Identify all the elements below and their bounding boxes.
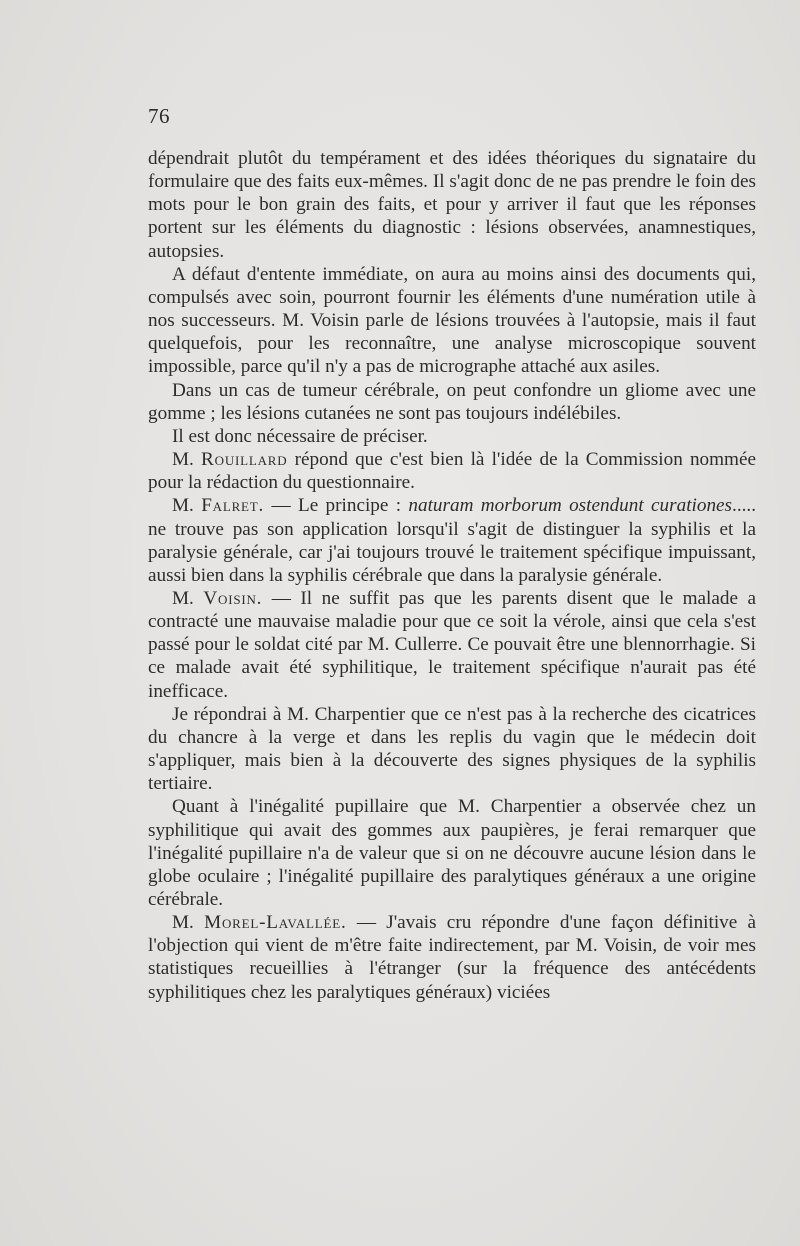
body-text bbox=[148, 147, 756, 1004]
paragraph bbox=[148, 263, 756, 379]
paragraph bbox=[148, 795, 756, 911]
speaker-name: Rouillard bbox=[201, 449, 288, 471]
paragraph-text: — Il ne suffit pas que les parents disent que le malade a contracté une mauvaise maladie pour que ce soit la vérole, ainsi que cela s'est passé pour le soldat cité par M. Cullerre. Ce pouvait être une blennorrhagie. Si ce malade avait été syphilitique, le traitement spécifique n'aurait pas été inefficace. bbox=[148, 587, 756, 702]
speaker-name: Morel-Lavallée. bbox=[204, 912, 347, 934]
page-number: 76 bbox=[148, 104, 170, 128]
speaker-prefix: M. bbox=[172, 495, 202, 517]
paragraph-speaker-morel-lavallee bbox=[148, 911, 756, 1004]
speaker-prefix: M. bbox=[172, 912, 205, 934]
paragraph-text: Il est donc nécessaire de préciser. bbox=[172, 425, 428, 447]
paragraph-text-before-quote: — Le principe : bbox=[264, 495, 409, 517]
paragraph-text: ..... ne trouve pas son application lorsqu'il s'agit de distinguer la syphilis et la paralysie générale, car j'ai toujours trouvé le traitement spécifique impuissant, aussi bien dans la syphilis cérébrale que dans la paralysie générale. bbox=[148, 495, 757, 586]
paragraph-speaker-voisin bbox=[148, 587, 756, 703]
paragraph bbox=[148, 379, 756, 425]
paragraph-speaker-rouillard bbox=[148, 448, 756, 494]
latin-quote: naturam morborum ostendunt curationes bbox=[408, 495, 733, 517]
paragraph-text: répond que c'est bien là l'idée de la Commission nommée pour la rédaction du questionnaire. bbox=[148, 449, 757, 494]
speaker-prefix: M. bbox=[172, 449, 202, 471]
paragraph-text: Quant à l'inégalité pupillaire que M. Charpentier a observée chez un syphilitique qui avait des gommes aux paupières, je ferai remarquer que l'inégalité pupillaire n'a de valeur que si on ne découvre aucune lésion dans le globe oculaire ; l'inégalité pupillaire des paralytiques généraux a une origine cérébrale. bbox=[148, 796, 756, 910]
paragraph bbox=[148, 147, 756, 263]
paragraph-text: Je répondrai à M. Charpentier que ce n'est pas à la recherche des cicatrices du chancre à la verge et dans les replis du vagin que le médecin doit s'appliquer, mais bien à la découverte des signes physiques de la syphilis tertiaire. bbox=[148, 703, 756, 795]
paragraph-text: A défaut d'entente immédiate, on aura au moins ainsi des documents qui, compulsés avec soin, pourront fournir les éléments d'une numération utile à nos successeurs. M. Voisin parle de lésions trouvées à l'autopsie, mais il faut quelquefois, pour les reconnaître, une analyse microscopique souvent impossible, parce qu'il n'y a pas de micrographe attaché aux asiles. bbox=[148, 263, 756, 378]
paragraph-text: Dans un cas de tumeur cérébrale, on peut confondre un gliome avec une gomme ; les lésions cutanées ne sont pas toujours indélébiles. bbox=[148, 379, 756, 424]
paragraph bbox=[148, 425, 756, 448]
speaker-name: Falret. bbox=[201, 495, 265, 517]
paragraph-text: dépendrait plutôt du tempérament et des idées théoriques du signataire du formulaire que des faits eux-mêmes. Il s'agit donc de ne pas prendre le foin des mots pour le bon grain des faits, et pour y arriver il faut que les réponses portent sur les éléments du diagnostic : lésions observées, anamnestiques, autopsies. bbox=[148, 148, 756, 262]
paragraph-speaker-falret bbox=[148, 494, 756, 587]
paragraph-text: — J'avais cru répondre d'une façon définitive à l'objection qui vient de m'être faite indirectement, par M. Voisin, de voir mes statistiques recueillies à l'étranger (sur la fréquence des antécédents syphilitiques chez les paralytiques généraux) viciées bbox=[148, 912, 757, 1003]
speaker-name: Voisin. bbox=[203, 587, 263, 609]
speaker-prefix: M. bbox=[172, 587, 204, 609]
paragraph bbox=[148, 703, 756, 796]
